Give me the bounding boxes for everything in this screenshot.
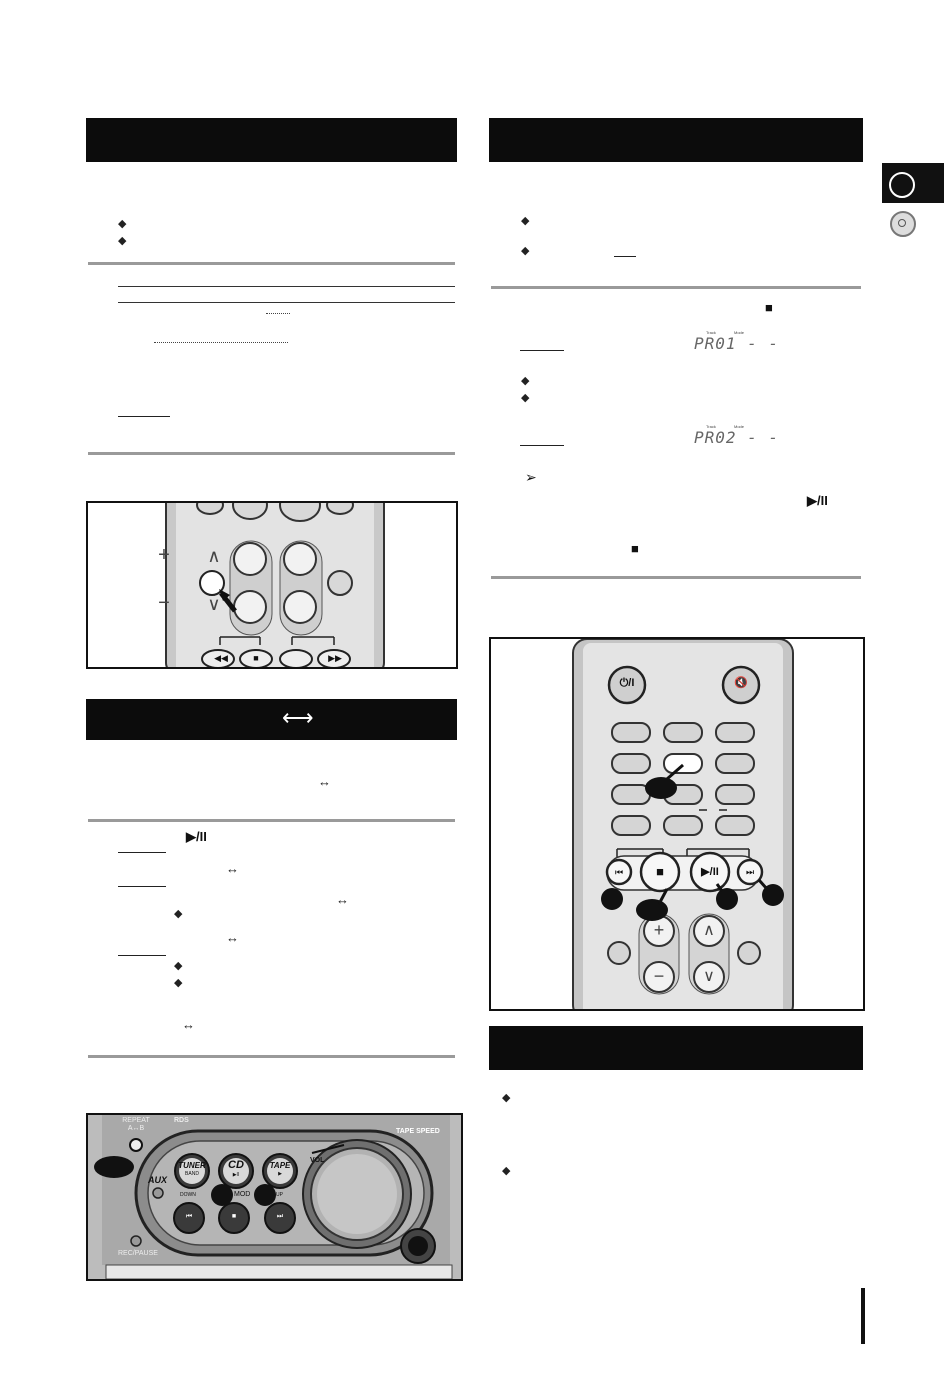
divider	[88, 452, 455, 455]
tape-button-label[interactable]: TAPE	[269, 1161, 291, 1170]
lcd-text: PR01 - -	[694, 334, 780, 353]
remote-illustration-volume	[86, 501, 458, 669]
play-pause-button-label[interactable]: ▶/II	[701, 866, 719, 878]
down-label: ∨	[703, 968, 715, 985]
mute-button-label[interactable]: 🔇	[734, 677, 748, 689]
stop-button-label[interactable]: ■	[231, 1213, 237, 1220]
divider	[88, 819, 455, 822]
lcd-display-1	[694, 330, 784, 356]
divider	[491, 576, 861, 579]
minus-label: −	[653, 966, 665, 986]
divider	[491, 286, 861, 289]
up-label: ∧	[207, 546, 221, 566]
up-label: UP	[276, 1192, 283, 1198]
rds-label: RDS	[174, 1117, 189, 1124]
cd-button-label[interactable]: CD	[228, 1159, 244, 1171]
language-tab-circle	[889, 172, 915, 198]
mode-label: MOD	[234, 1191, 251, 1198]
down-label: ∨	[207, 594, 221, 614]
divider	[88, 262, 455, 265]
ab-symbol: ↔	[226, 930, 239, 945]
bullet-diamond: ◆	[174, 960, 183, 972]
tape-speed-label: TAPE SPEED	[396, 1128, 440, 1135]
plus-label: +	[158, 544, 170, 566]
lcd-track-label: Track	[706, 424, 716, 429]
left-section2-header	[86, 699, 457, 740]
lcd-mode-label: Mode	[734, 330, 745, 335]
cd-play-label: ▶II	[232, 1172, 240, 1178]
note-marker: ➢	[525, 469, 537, 485]
underlined-term	[118, 416, 170, 417]
remote-illustration-program	[489, 637, 865, 1011]
fast-forward-label: ▶▶	[328, 653, 342, 663]
bullet-diamond: ◆	[521, 245, 530, 257]
next-button-label[interactable]: ⏭	[745, 867, 755, 877]
stop-glyph: ■	[631, 541, 639, 556]
table-rule	[118, 286, 455, 287]
power-button-label[interactable]: ⏻/I	[619, 677, 635, 689]
ab-symbol: ↔	[336, 892, 349, 907]
ab-symbol: ↔	[318, 774, 331, 789]
play-pause-glyph: ▶/II	[186, 829, 207, 844]
tuner-band-label: BAND	[185, 1171, 199, 1177]
underlined-term	[614, 256, 636, 257]
bullet-diamond: ◆	[118, 218, 127, 230]
dotted-leader	[266, 313, 290, 314]
underlined-term	[118, 955, 166, 956]
right-section2-header	[489, 1026, 863, 1070]
underlined-term	[118, 886, 166, 887]
lcd-track-label: Track	[706, 330, 716, 335]
stop-glyph: ■	[765, 300, 773, 315]
tuner-button-label[interactable]: TUNER	[178, 1161, 206, 1170]
minus-label: −	[158, 592, 170, 614]
bullet-diamond: ◆	[502, 1092, 511, 1104]
underlined-term	[520, 350, 564, 351]
up-label: ∧	[703, 922, 715, 939]
repeat-ab-label: REPEAT A↔B	[122, 1117, 150, 1132]
underlined-term	[118, 852, 166, 853]
ab-symbol: ↔	[226, 861, 239, 876]
left-section2-title-symbol: ⟷	[282, 705, 314, 730]
remote-program-svg	[491, 639, 863, 1009]
plus-label: +	[653, 920, 665, 940]
prev-button-label[interactable]: ⏮	[614, 867, 624, 877]
underlined-term	[520, 445, 564, 446]
bullet-diamond: ◆	[521, 392, 530, 404]
left-section1-header	[86, 118, 457, 162]
down-label: DOWN	[180, 1192, 196, 1198]
bullet-diamond: ◆	[174, 908, 183, 920]
stop-button-label[interactable]: ■	[656, 864, 664, 879]
prev-button-label[interactable]: ⏮	[185, 1213, 193, 1220]
play-pause-glyph: ▶/II	[807, 493, 828, 508]
lcd-display-2	[694, 424, 784, 450]
right-section1-header	[489, 118, 863, 162]
lcd-mode-label: Mode	[734, 424, 745, 429]
ab-symbol: ↔	[182, 1017, 195, 1032]
bullet-diamond: ◆	[521, 215, 530, 227]
next-button-label[interactable]: ⏭	[276, 1213, 284, 1220]
bullet-diamond: ◆	[118, 235, 127, 247]
aux-label: AUX	[148, 1175, 168, 1185]
bullet-diamond: ◆	[502, 1165, 511, 1177]
stop-label: ■	[253, 653, 259, 663]
bullet-diamond: ◆	[521, 375, 530, 387]
remote-volume-svg	[88, 503, 456, 667]
vol-label: VOL	[310, 1157, 325, 1164]
tape-play-label: ▶	[278, 1171, 282, 1177]
page-edge-marker	[861, 1288, 865, 1344]
front-panel-illustration	[86, 1113, 463, 1281]
dotted-leader	[154, 342, 288, 343]
bullet-diamond: ◆	[174, 977, 183, 989]
cd-disc-hole-icon	[898, 219, 906, 227]
table-rule	[118, 302, 455, 303]
divider	[88, 1055, 455, 1058]
rewind-label: ◀◀	[214, 653, 228, 663]
lcd-text: PR02 - -	[694, 428, 780, 447]
rec-pause-label: REC/PAUSE	[118, 1250, 158, 1257]
